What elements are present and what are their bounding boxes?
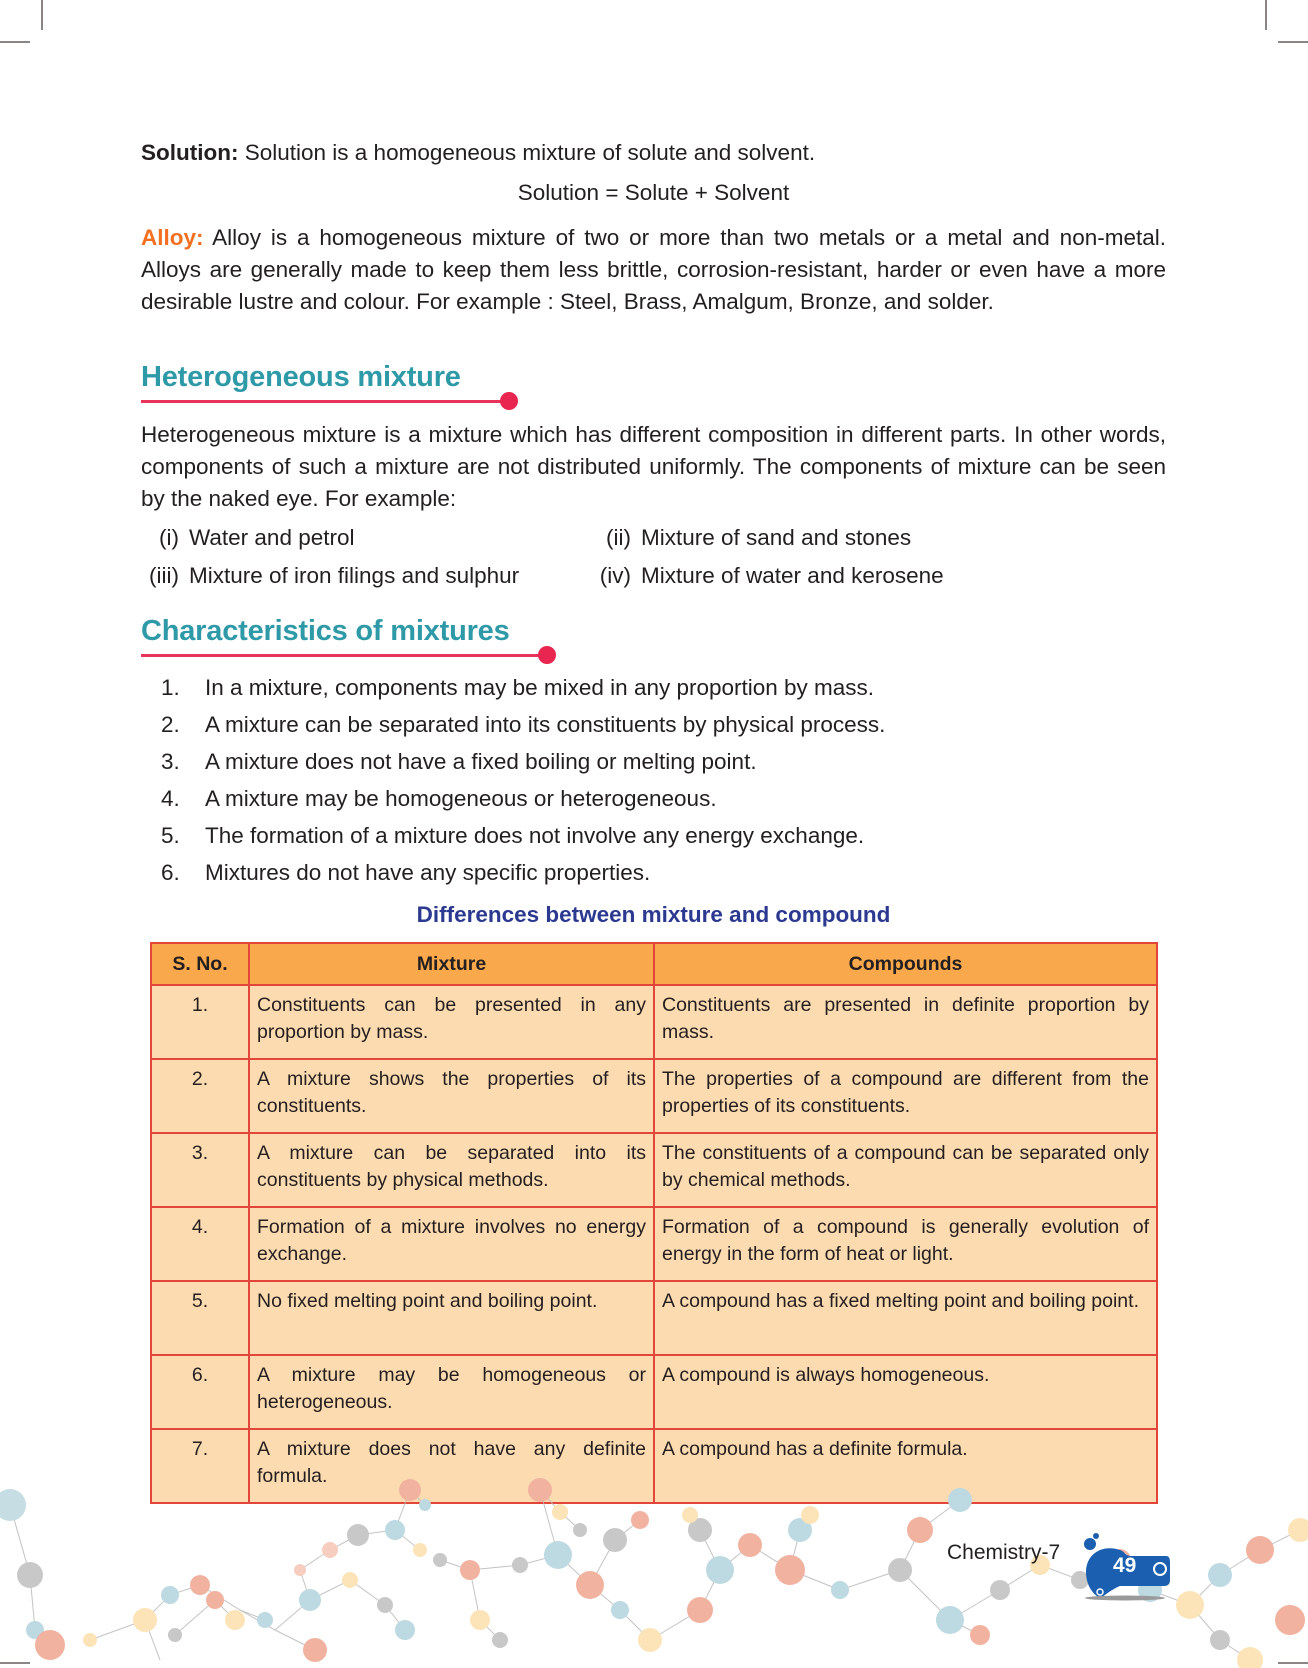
solution-term: Solution: [141,140,239,165]
alloy-term: Alloy: [141,225,204,250]
page-number: 49 [1113,1554,1137,1577]
column-header-compounds: Compounds [654,943,1157,985]
table-row: 4. Formation of a mixture involves no energy exchange. Formation of a compound is generally evolution of energy in the form of heat or light. [151,1207,1157,1281]
list-item: 4. A mixture may be homogeneous or heterogeneous. [161,786,717,811]
page-number-badge [1080,1532,1170,1602]
crop-mark [1265,0,1267,30]
list-item: 3. A mixture does not have a fixed boiling or melting point. [161,749,757,774]
heading-dot-icon [538,646,556,664]
list-item: 2. A mixture can be separated into its constituents by physical process. [161,712,886,737]
example-item: (i) Water and petrol [159,525,355,550]
crop-mark [0,1662,30,1664]
heading-underline [141,400,511,403]
table-title: Differences between mixture and compound [416,902,891,927]
table-row: 7. A mixture does not have any definite formula. A compound has a definite formula. [151,1429,1157,1503]
alloy-definition [141,222,1166,317]
table-row: 1. Constituents can be presented in any proportion by mass. Constituents are presented in definite proportion by mass. [151,985,1157,1059]
list-item: 1. In a mixture, components may be mixed in any proportion by mass. [161,675,875,700]
table-row: 2. A mixture shows the properties of its constituents. The properties of a compound are different from the properties of its constituents. [151,1059,1157,1133]
crop-mark [1278,1662,1308,1664]
example-item: (iii) Mixture of iron filings and sulphur [149,563,520,588]
heterogeneous-paragraph: Heterogeneous mixture is a mixture which has different composition in different parts. In other words, components of such a mixture are not distributed uniformly. The components of mixture can be seen by the naked eye. For example: [141,422,1166,511]
characteristics-heading: Characteristics of mixtures [141,615,510,647]
list-item: 6. Mixtures do not have any specific properties. [161,860,651,885]
column-header-sno: S. No. [151,943,249,985]
table-header-row [151,943,1157,985]
column-header-mixture: Mixture [249,943,654,985]
book-title: Chemistry-7 [947,1541,1061,1564]
solution-definition [141,137,1166,169]
comparison-table [150,942,1158,1504]
solution-equation: Solution = Solute + Solvent [517,180,790,205]
list-item: 5. The formation of a mixture does not involve any energy exchange. [161,823,865,848]
table-row: 3. A mixture can be separated into its constituents by physical methods. The constituents of a compound can be separated only by chemical methods. [151,1133,1157,1207]
heading-dot-icon [500,392,518,410]
crop-mark [1278,41,1308,43]
crop-mark [0,41,30,43]
crop-mark [41,0,43,30]
solution-text: Solution is a homogeneous mixture of solute and solvent. [238,140,816,165]
table-row: 6. A mixture may be homogeneous or heterogeneous. A compound is always homogeneous. [151,1355,1157,1429]
alloy-text: Alloy is a homogeneous mixture of two or more than two metals or a metal and non-metal. Alloys are generally made to keep them less brittle, corrosion-resistant, harder or even have a more desirable lustre and colour. For example : Steel, Brass, Amalgum, Bronze, and solder. [141,225,1166,314]
example-item: (ii) Mixture of sand and stones [606,525,912,550]
heterogeneous-heading: Heterogeneous mixture [141,361,461,393]
heading-underline [141,654,546,657]
example-item: (iv) Mixture of water and kerosene [599,563,944,588]
characteristics-list [141,669,885,891]
table-row: 5. No fixed melting point and boiling point. A compound has a fixed melting point and boiling point. [151,1281,1157,1355]
